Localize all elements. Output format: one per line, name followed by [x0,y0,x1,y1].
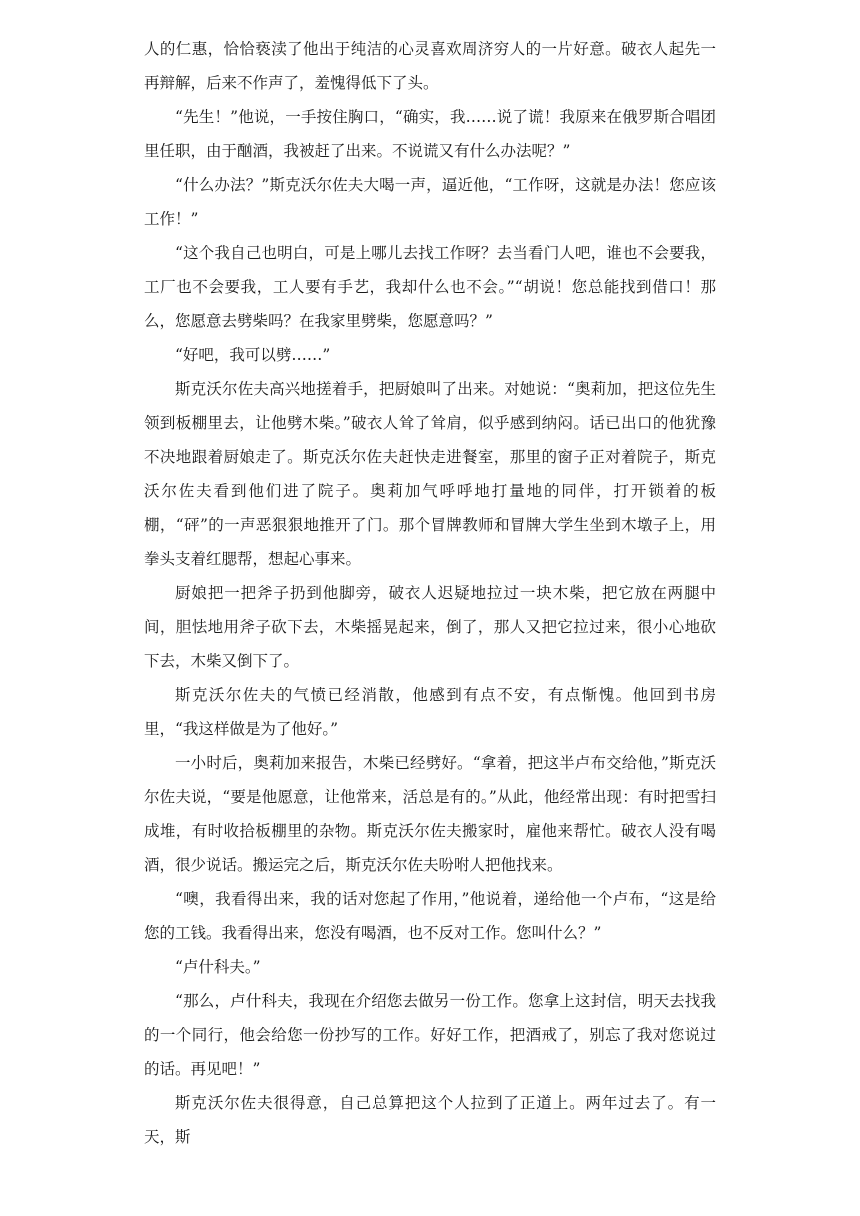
paragraph: 斯克沃尔佐夫的气愤已经消散，他感到有点不安，有点惭愧。他回到书房里，“我这样做是为了他好。” [144,686,716,738]
paragraph: “那么，卢什科夫，我现在介绍您去做另一份工作。您拿上这封信，明天去找我的一个同行，他会给您一份抄写的工作。好好工作，把酒戒了，别忘了我对您说过的话。再见吧！” [144,992,716,1078]
paragraph: “好吧，我可以劈……” [175,346,331,364]
paragraph: “这个我自己也明白，可是上哪儿去找工作呀？去当看门人吧，谁也不会要我，工厂也不会要我，工人要有手艺，我却什么也不会。”“胡说！您总能找到借口！那么，您愿意去劈柴吗？在我家里劈柴，您愿意吗？” [144,244,716,330]
paragraph: 一小时后，奥莉加来报告，木柴已经劈好。“拿着，把这半卢布交给他，”斯克沃尔佐夫说，“要是他愿意，让他常来，活总是有的。”从此，他经常出现：有时把雪扫成堆，有时收拾板棚里的杂物。斯克沃尔佐夫搬家时，雇他来帮忙。破衣人没有喝酒，很少说话。搬运完之后，斯克沃尔佐夫吩咐人把他找来。 [144,754,716,874]
paragraph: 斯克沃尔佐夫很得意，自己总算把这个人拉到了正道上。两年过去了。有一天，斯 [144,1094,716,1146]
paragraph: 斯克沃尔佐夫高兴地搓着手，把厨娘叫了出来。对她说：“奥莉加，把这位先生领到板棚里去，让他劈木柴。”破衣人耸了耸肩，似乎感到纳闷。话已出口的他犹豫不决地跟着厨娘走了。斯克沃尔佐夫赶快走进餐室，那里的窗子正对着院子，斯克沃尔佐夫看到他们进了院子。奥莉加气呼呼地打量地的同伴，打开锁着的板棚，“砰”的一声恶狠狠地推开了门。那个冒牌教师和冒牌大学生坐到木墩子上，用拳头支着红腮帮，想起心事来。 [144,380,716,568]
paragraph: “噢，我看得出来，我的话对您起了作用，”他说着，递给他一个卢布，“这是给您的工钱。我看得出来，您没有喝酒，也不反对工作。您叫什么？” [144,890,716,942]
paragraph: 厨娘把一把斧子扔到他脚旁，破衣人迟疑地拉过一块木柴，把它放在两腿中间，胆怯地用斧子砍下去，木柴摇晃起来，倒了，那人又把它拉过来，很小心地砍下去，木柴又倒下了。 [144,584,716,670]
paragraph: “什么办法？”斯克沃尔佐夫大喝一声，逼近他，“工作呀，这就是办法！您应该工作！” [144,176,716,228]
paragraph: “卢什科夫。” [175,958,261,976]
paragraph: “先生！”他说，一手按住胸口，“确实，我……说了谎！我原来在俄罗斯合唱团里任职，由于酗酒，我被赶了出来。不说谎又有什么办法呢？” [144,108,716,160]
paragraph: 人的仁惠，恰恰亵渎了他出于纯洁的心灵喜欢周济穷人的一片好意。破衣人起先一再辩解，后来不作声了，羞愧得低下了头。 [144,40,716,92]
